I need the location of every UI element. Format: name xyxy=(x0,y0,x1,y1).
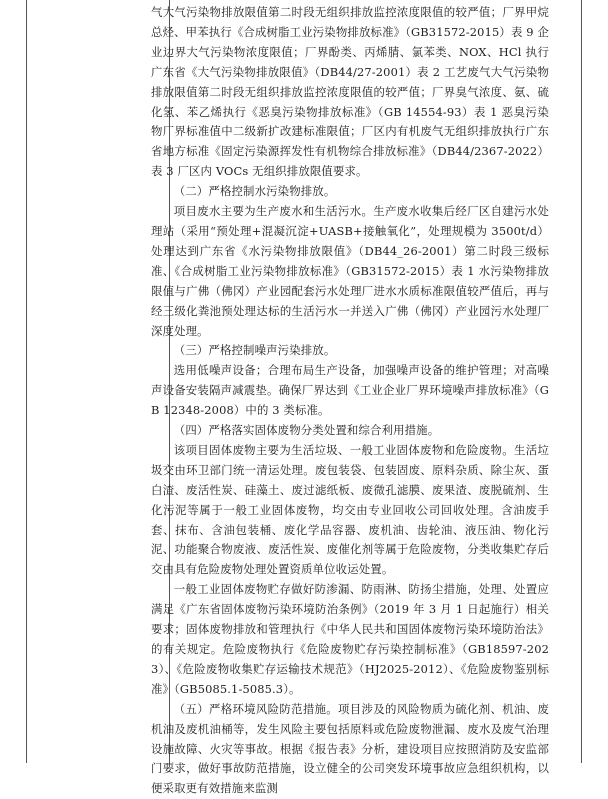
paragraph-noise: 选用低噪声设备；合理布局生产设备，加强噪声设备的维护管理；对高噪声设备安装隔声减震垫。确保厂界达到《工业企业厂界环境噪声排放标准》（GB 12348-2008）中的 3 类标准。 xyxy=(151,363,549,418)
table-right-border xyxy=(581,0,582,763)
paragraph-solid-waste-storage: 一般工业固体废物贮存做好防渗漏、防雨淋、防扬尘措施，处理、处置应满足《广东省固体废物污染环境防治条例》（2019 年 3 月 1 日起施行）相关要求；固体废物排放和管理执行《中华人民共和国固体废物污染环境防治法》的有关规定。危险废物执行《危险废物贮存污染控制标准》（GB18597-2023）、《危险废物收集贮存运输技术规范》（HJ2025-2012）、《危险废物鉴别标准》（GB5085.1-5085.3）。 xyxy=(151,582,549,696)
paragraph-environmental-risk: （五）严格环境风险防范措施。项目涉及的风险物质为硫化剂、机油、废机油及废机油桶等，发生风险主要包括原料或危险废物泄漏、废水及废气治理设施故障、火灾等事故。根据《报告表》分析，建设项目应按照消防及安监部门要求，做好事故防范措施，设立健全的公司突发环境事故应急组织机构，以便采取更有效措施来监测 xyxy=(151,701,549,796)
section-heading-solid-waste: （四）严格落实固体废物分类处置和综合利用措施。 xyxy=(173,423,440,438)
section-heading-noise: （三）严格控制噪声污染排放。 xyxy=(173,343,336,358)
paragraph-air-emission-standards: 气大气污染物排放限值第二时段无组织排放监控浓度限值的较严值；厂界甲烷总烃、甲苯执行《合成树脂工业污染物排放标准》（GB31572-2015）表 9 企业边界大气污染物浓度限值；厂界酚类、丙烯腈、氯苯类、NOX、HCl 执行广东省《大气污染物排放限值》（DB44/27-2001）表 2 工艺废气大气污染物排放限值第二时段无组织排放监控浓度限值的较严值；厂界臭气浓度、氨、硫化氢、苯乙烯执行《恶臭污染物排放标准》（GB 14554-93）表 1 恶臭污染物厂界标准值中二级新扩改建标准限值；厂区内有机废气无组织排放执行广东省地方标准《固定污染源挥发性有机物综合排放标准》（DB44/2367-2022）表 3 厂区内 VOCs 无组织排放限值要求。 xyxy=(151,5,549,179)
section-heading-water: （二）严格控制水污染物排放。 xyxy=(173,184,336,199)
content-cell xyxy=(151,3,549,799)
paragraph-wastewater: 项目废水主要为生产废水和生活污水。生产废水收集后经厂区自建污水处理站（采用“预处理+混凝沉淀+UASB+接触氧化”，处理规模为 3500t/d）处理达到广东省《水污染物排放限值》（DB44_26-2001）第二时段三级标准、《合成树脂工业污染物排放标准》（GB31572-2015）表 1 水污染物排放限值与广佛（佛冈）产业园配套污水处理厂进水水质标准限值较严值后，再与经三级化粪池预处理达标的生活污水一并送入广佛（佛冈）产业园污水处理厂深度处理。 xyxy=(151,204,549,338)
table-left-border xyxy=(26,0,27,763)
paragraph-solid-waste: 该项目固体废物主要为生活垃圾、一般工业固体废物和危险废物。生活垃圾交由环卫部门统一清运处理。废包装袋、包装固废、原料杂质、除尘灰、蛋白渣、废活性炭、硅藻土、废过滤纸板、废微孔滤膜、废果渣、废脱硫剂、生化污泥等属于一般工业固体废物，均交由专业回收公司回收处理。含油废手套、抹布、含油包装桶、废化学品容器、废机油、齿轮油、液压油、物化污泥、功能聚合物废液、废活性炭、废催化剂等属于危险废物，分类收集贮存后交由具有危险废物处理处置资质单位收运处置。 xyxy=(151,442,549,577)
